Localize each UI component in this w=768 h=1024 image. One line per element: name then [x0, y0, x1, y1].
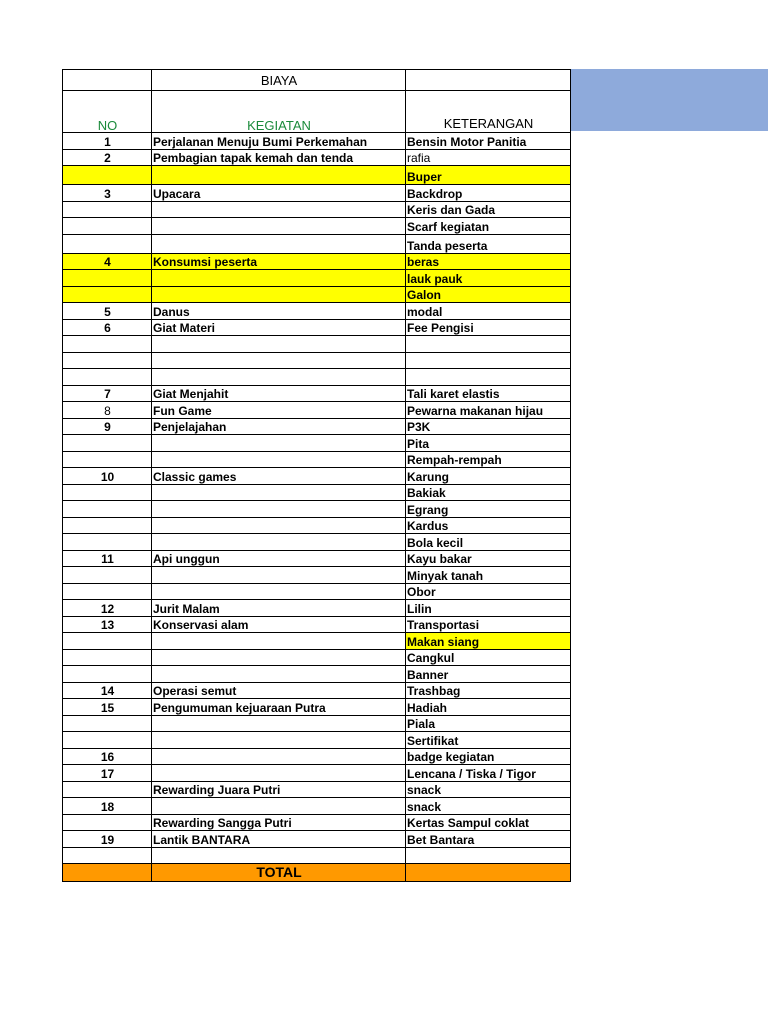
row-keterangan: Transportasi	[406, 616, 571, 633]
row-kegiatan	[152, 583, 406, 600]
row-kegiatan	[152, 748, 406, 765]
row-keterangan: Kardus	[406, 517, 571, 534]
row-kegiatan	[152, 484, 406, 501]
row-keterangan: beras	[406, 253, 571, 270]
row-kegiatan	[152, 234, 406, 253]
row-keterangan: Banner	[406, 666, 571, 683]
row-keterangan: Pewarna makanan hijau	[406, 402, 571, 419]
row-keterangan: lauk pauk	[406, 270, 571, 287]
row-kegiatan: Operasi semut	[152, 682, 406, 699]
row-no: 9	[63, 418, 152, 435]
row-kegiatan: Rewarding Juara Putri	[152, 781, 406, 798]
row-kegiatan: Rewarding Sangga Putri	[152, 814, 406, 831]
row-kegiatan: Danus	[152, 303, 406, 320]
row-keterangan: Scarf kegiatan	[406, 218, 571, 235]
table-row	[63, 319, 571, 336]
table-row	[63, 633, 571, 650]
row-keterangan: Galon	[406, 286, 571, 303]
row-keterangan: Lilin	[406, 600, 571, 617]
row-kegiatan	[152, 732, 406, 749]
row-kegiatan	[152, 286, 406, 303]
row-kegiatan	[152, 847, 406, 864]
table-row	[63, 732, 571, 749]
row-keterangan: Sertifikat	[406, 732, 571, 749]
table-row	[63, 781, 571, 798]
row-kegiatan: Konservasi alam	[152, 616, 406, 633]
table-row	[63, 517, 571, 534]
row-keterangan: badge kegiatan	[406, 748, 571, 765]
row-no	[63, 201, 152, 218]
table-row	[63, 303, 571, 320]
row-keterangan: Cangkul	[406, 649, 571, 666]
table-row	[63, 218, 571, 235]
row-kegiatan: Lantik BANTARA	[152, 831, 406, 848]
row-no	[63, 534, 152, 551]
row-kegiatan	[152, 501, 406, 518]
row-no: 16	[63, 748, 152, 765]
header-row-columns	[63, 91, 571, 133]
header-blank-cell	[406, 70, 571, 91]
row-no: 1	[63, 133, 152, 150]
row-no	[63, 666, 152, 683]
row-no: 17	[63, 765, 152, 782]
row-kegiatan	[152, 218, 406, 235]
row-no	[63, 732, 152, 749]
row-kegiatan: Giat Materi	[152, 319, 406, 336]
row-no	[63, 234, 152, 253]
table-row	[63, 336, 571, 353]
row-kegiatan: Giat Menjahit	[152, 385, 406, 402]
row-no	[63, 435, 152, 452]
row-kegiatan: Jurit Malam	[152, 600, 406, 617]
row-no	[63, 336, 152, 353]
row-no	[63, 715, 152, 732]
table-row	[63, 567, 571, 584]
row-no	[63, 451, 152, 468]
row-no	[63, 270, 152, 287]
row-keterangan: snack	[406, 781, 571, 798]
row-kegiatan	[152, 336, 406, 353]
row-keterangan: Makan siang	[406, 633, 571, 650]
row-keterangan: Bensin Motor Panitia	[406, 133, 571, 150]
row-no: 15	[63, 699, 152, 716]
row-kegiatan: Pembagian tapak kemah dan tenda	[152, 149, 406, 166]
row-no: 5	[63, 303, 152, 320]
row-keterangan: Kayu bakar	[406, 550, 571, 567]
row-keterangan: Rempah-rempah	[406, 451, 571, 468]
header-no: NO	[63, 91, 152, 133]
row-keterangan: Egrang	[406, 501, 571, 518]
row-no	[63, 369, 152, 386]
row-keterangan: P3K	[406, 418, 571, 435]
row-kegiatan	[152, 270, 406, 287]
header-biaya: BIAYA	[152, 70, 406, 91]
row-keterangan	[406, 847, 571, 864]
table-row	[63, 534, 571, 551]
row-no	[63, 501, 152, 518]
table-row	[63, 468, 571, 485]
row-kegiatan	[152, 798, 406, 815]
row-kegiatan	[152, 567, 406, 584]
table-row	[63, 583, 571, 600]
row-no: 13	[63, 616, 152, 633]
row-kegiatan	[152, 649, 406, 666]
row-no: 10	[63, 468, 152, 485]
row-keterangan: Tanda peserta	[406, 234, 571, 253]
row-no: 8	[63, 402, 152, 419]
blue-header-block	[570, 69, 768, 131]
table-row	[63, 402, 571, 419]
table-row	[63, 831, 571, 848]
row-keterangan: Bakiak	[406, 484, 571, 501]
budget-table	[62, 69, 571, 882]
row-no	[63, 633, 152, 650]
row-keterangan: Tali karet elastis	[406, 385, 571, 402]
row-keterangan: snack	[406, 798, 571, 815]
table-row	[63, 253, 571, 270]
row-no: 18	[63, 798, 152, 815]
row-keterangan: Minyak tanah	[406, 567, 571, 584]
row-kegiatan: Api unggun	[152, 550, 406, 567]
table-row	[63, 616, 571, 633]
row-no: 19	[63, 831, 152, 848]
total-blank-cell	[406, 864, 571, 882]
row-keterangan	[406, 352, 571, 369]
row-no	[63, 567, 152, 584]
table-row	[63, 435, 571, 452]
row-no: 14	[63, 682, 152, 699]
row-keterangan: Fee Pengisi	[406, 319, 571, 336]
table-row	[63, 715, 571, 732]
header-blank-cell	[63, 70, 152, 91]
row-no	[63, 218, 152, 235]
row-no	[63, 352, 152, 369]
table-row	[63, 166, 571, 185]
row-no: 2	[63, 149, 152, 166]
row-kegiatan	[152, 534, 406, 551]
total-row	[63, 864, 571, 882]
row-keterangan: Pita	[406, 435, 571, 452]
row-keterangan: Obor	[406, 583, 571, 600]
row-keterangan: Karung	[406, 468, 571, 485]
row-kegiatan	[152, 435, 406, 452]
row-no: 3	[63, 185, 152, 202]
row-kegiatan: Perjalanan Menuju Bumi Perkemahan	[152, 133, 406, 150]
row-no	[63, 649, 152, 666]
header-row-biaya	[63, 70, 571, 91]
table-row	[63, 270, 571, 287]
table-row	[63, 201, 571, 218]
row-kegiatan	[152, 166, 406, 185]
row-kegiatan	[152, 517, 406, 534]
row-kegiatan	[152, 666, 406, 683]
table-row	[63, 682, 571, 699]
row-keterangan: Bet Bantara	[406, 831, 571, 848]
row-kegiatan: Fun Game	[152, 402, 406, 419]
row-kegiatan	[152, 633, 406, 650]
row-kegiatan	[152, 765, 406, 782]
row-kegiatan	[152, 715, 406, 732]
total-label: TOTAL	[152, 864, 406, 882]
row-no	[63, 166, 152, 185]
row-kegiatan	[152, 201, 406, 218]
row-kegiatan: Pengumuman kejuaraan Putra	[152, 699, 406, 716]
row-keterangan: rafia	[406, 149, 571, 166]
table-row	[63, 765, 571, 782]
row-keterangan: Bola kecil	[406, 534, 571, 551]
row-no	[63, 484, 152, 501]
table-row	[63, 369, 571, 386]
table-row	[63, 234, 571, 253]
row-no: 6	[63, 319, 152, 336]
table-row	[63, 699, 571, 716]
table-row	[63, 501, 571, 518]
row-no: 7	[63, 385, 152, 402]
row-no	[63, 814, 152, 831]
row-keterangan: Backdrop	[406, 185, 571, 202]
table-row	[63, 451, 571, 468]
table-row	[63, 550, 571, 567]
row-no	[63, 847, 152, 864]
row-keterangan: Lencana / Tiska / Tigor	[406, 765, 571, 782]
row-no	[63, 517, 152, 534]
row-kegiatan: Upacara	[152, 185, 406, 202]
row-no	[63, 583, 152, 600]
table-row	[63, 385, 571, 402]
table-row	[63, 133, 571, 150]
table-row	[63, 286, 571, 303]
header-kegiatan: KEGIATAN	[152, 91, 406, 133]
row-kegiatan: Penjelajahan	[152, 418, 406, 435]
row-keterangan: Trashbag	[406, 682, 571, 699]
table-row	[63, 847, 571, 864]
row-no: 12	[63, 600, 152, 617]
row-no	[63, 286, 152, 303]
table-row	[63, 666, 571, 683]
row-kegiatan: Konsumsi peserta	[152, 253, 406, 270]
row-keterangan: Keris dan Gada	[406, 201, 571, 218]
header-keterangan: KETERANGAN	[406, 91, 571, 133]
row-keterangan	[406, 336, 571, 353]
total-blank-cell	[63, 864, 152, 882]
table-row	[63, 484, 571, 501]
table-row	[63, 798, 571, 815]
table-row	[63, 600, 571, 617]
table-row	[63, 185, 571, 202]
row-no: 11	[63, 550, 152, 567]
row-keterangan: Buper	[406, 166, 571, 185]
table-row	[63, 649, 571, 666]
row-keterangan: Hadiah	[406, 699, 571, 716]
row-no	[63, 781, 152, 798]
table-row	[63, 814, 571, 831]
row-kegiatan	[152, 451, 406, 468]
table-row	[63, 149, 571, 166]
row-keterangan: Kertas Sampul coklat	[406, 814, 571, 831]
row-keterangan	[406, 369, 571, 386]
row-keterangan: modal	[406, 303, 571, 320]
table-row	[63, 352, 571, 369]
row-kegiatan: Classic games	[152, 468, 406, 485]
table-row	[63, 418, 571, 435]
row-keterangan: Piala	[406, 715, 571, 732]
row-kegiatan	[152, 369, 406, 386]
row-no: 4	[63, 253, 152, 270]
row-kegiatan	[152, 352, 406, 369]
table-row	[63, 748, 571, 765]
